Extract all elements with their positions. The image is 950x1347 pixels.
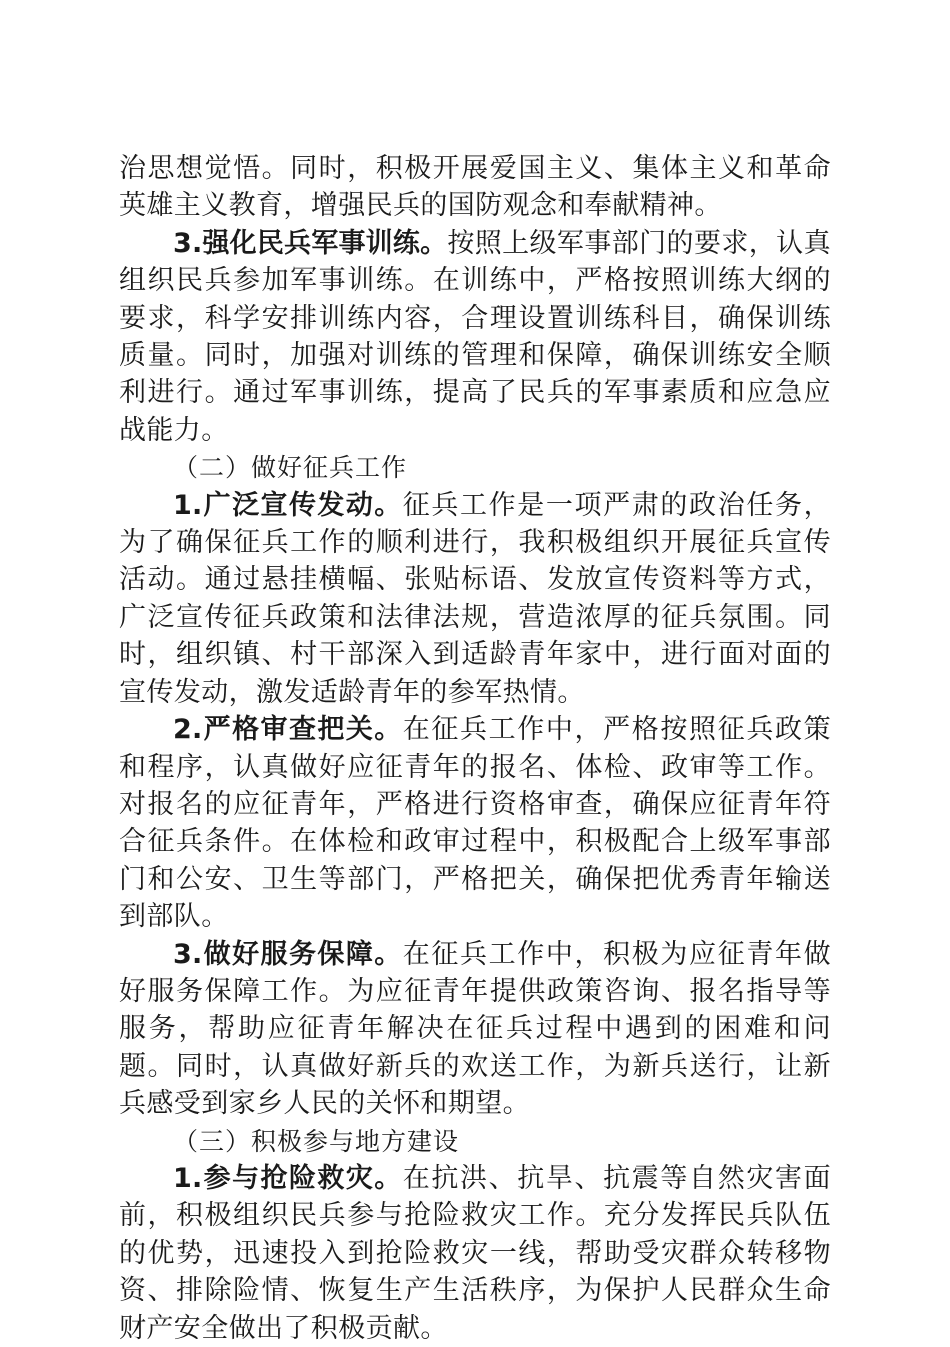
- paragraph-lead: 3.强化民兵军事训练。: [173, 227, 448, 259]
- paragraph-military-training: [119, 225, 831, 449]
- document-page: [119, 150, 831, 1347]
- paragraph-service: [119, 936, 831, 1123]
- paragraph-body: 征兵工作是一项严肃的政治任务，为了确保征兵工作的顺利进行，我积极组织开展征兵宣传活动。通过悬挂横幅、张贴标语、发放宣传资料等方式，广泛宣传征兵政策和法律法规，营造浓厚的征兵氛围。同时，组织镇、村干部深入到适龄青年家中，进行面对面的宣传发动，激发适龄青年的参军热情。: [119, 489, 831, 708]
- section-heading-local-construction: （三）积极参与地方建设: [173, 1126, 460, 1156]
- paragraph-body: 在征兵工作中，严格按照征兵政策和程序，认真做好应征青年的报名、体检、政审等工作。对报名的应征青年，严格进行资格审查，确保应征青年符合征兵条件。在体检和政审过程中，积极配合上级军事部门和公安、卫生等部门，严格把关，确保把优秀青年输送到部队。: [119, 714, 831, 933]
- paragraph-review: [119, 711, 831, 935]
- paragraph-lead: 2.严格审查把关。: [173, 714, 403, 746]
- paragraph-body: 按照上级军事部门的要求，认真组织民兵参加军事训练。在训练中，严格按照训练大纲的要求，科学安排训练内容，合理设置训练科目，确保训练质量。同时，加强对训练的管理和保障，确保训练安全顺利进行。通过军事训练，提高了民兵的军事素质和应急应战能力。: [119, 227, 831, 446]
- paragraph-lead: 1.广泛宣传发动。: [173, 489, 403, 521]
- paragraph-publicity: [119, 487, 831, 711]
- paragraph-lead: 1.参与抢险救灾。: [173, 1162, 403, 1194]
- paragraph-body: 在征兵工作中，积极为应征青年做好服务保障工作。为应征青年提供政策咨询、报名指导等服务，帮助应征青年解决在征兵过程中遇到的困难和问题。同时，认真做好新兵的欢送工作，为新兵送行，让新兵感受到家乡人民的关怀和期望。: [119, 938, 831, 1120]
- paragraph-continuation: [119, 150, 831, 225]
- paragraph-disaster-relief: [119, 1160, 831, 1347]
- paragraph-body: 治思想觉悟。同时，积极开展爱国主义、集体主义和革命英雄主义教育，增强民兵的国防观念和奉献精神。: [119, 153, 831, 222]
- section-heading-conscription: （二）做好征兵工作: [173, 453, 408, 483]
- paragraph-lead: 3.做好服务保障。: [173, 938, 403, 970]
- paragraph-body: 在抗洪、抗旱、抗震等自然灾害面前，积极组织民兵参与抢险救灾工作。充分发挥民兵队伍的优势，迅速投入到抢险救灾一线，帮助受灾群众转移物资、排除险情、恢复生产生活秩序，为保护人民群众生命财产安全做出了积极贡献。: [119, 1162, 831, 1344]
